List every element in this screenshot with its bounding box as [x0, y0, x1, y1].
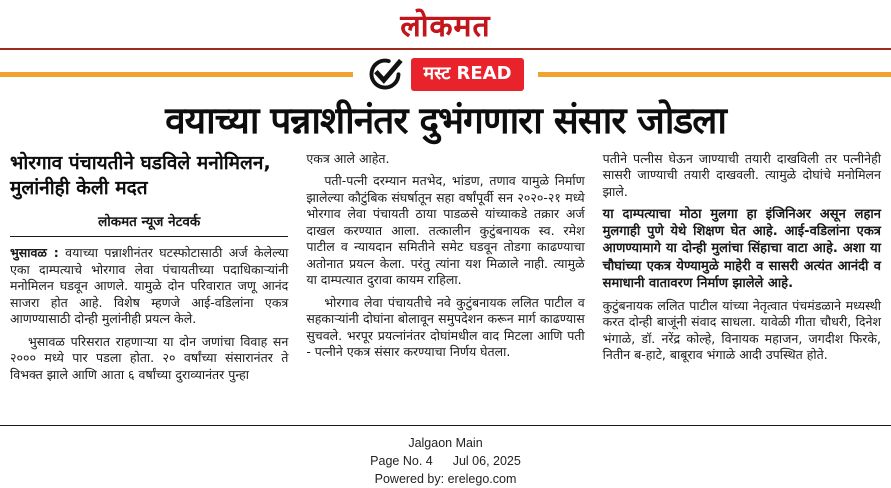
paragraph: एकत्र आले आहेत. [306, 150, 390, 166]
must-read-ribbon [0, 50, 891, 98]
footer-date: Jul 06, 2025 [452, 454, 521, 469]
column-3 [603, 151, 881, 423]
article-body [0, 147, 891, 423]
byline-divider [10, 236, 288, 238]
footer [0, 426, 891, 488]
footer-page-number: Page No. 4 [370, 454, 433, 469]
paragraph-text: वयाच्या पन्नाशीनंतर घटस्फोटासाठी अर्ज केलेल्या एका दाम्पत्याचे भोरगाव लेवा पंचायतीच्या पदाधिकाऱ्यांनी मनोमिलन घडवून आणले. यामुळे दोन परिवारात जणू आनंद साजरा होत आहे. विशेष म्हणजे आई-वडिलांना एकत्र आणण्यासाठी दोन्ही मुलांनीही प्रयत्न केले. [10, 245, 289, 327]
byline: लोकमत न्यूज नेटवर्क [98, 213, 201, 230]
masthead [0, 0, 891, 48]
column-2 [306, 151, 584, 423]
dateline: भुसावळ : [10, 245, 59, 261]
paragraph: कुटुंबनायक ललित पाटील यांच्या नेतृत्वात पंचमंडळाने मध्यस्थी करत दोन्ही बाजूंनी संवाद साधला. यावेळी गीता चौधरी, दिनेश भंगाळे, डॉ. नरेंद्र कोल्हे, विनायक महाजन, जगदीश फिरके, नितीन ब-हाटे, बाबूराव भंगाळे आदी उपस्थित होते. [602, 297, 881, 363]
column-1 [10, 151, 288, 423]
paragraph [10, 245, 288, 328]
check-circle-icon [367, 56, 403, 92]
footer-page-date [0, 452, 891, 470]
footer-powered-by: Powered by: erelego.com [374, 472, 517, 487]
must-read-badge: मस्ट READ [411, 58, 523, 91]
paragraph-bold: या दाम्पत्याचा मोठा मुलगा हा इंजिनिअर असून लहान मुलगाही पुणे येथे शिक्षण घेत आहे. आई-वडिलांना एकत्र आणण्यामागे या दोन्ही मुलांचा सिंहाचा वाटा आहे. अशा या चौघांच्या एकत्र येण्यामुळे माहेरी व सासरी अत्यंत आनंदी व समाधानी वातावरण निर्माण झालेले आहे. [602, 207, 881, 291]
paragraph: भोरगाव लेवा पंचायतीचे नवे कुटुंबनायक ललित पाटील व सहकाऱ्यांनी दोघांना बोलावून समुपदेशन करून मार्ग काढण्यास सुचवले. भरपूर प्रयत्नांनंतर दोघांमधील वाद मिटला आणि पती - पत्नीने एकत्र संसार करण्याचा निर्णय घेतला. [306, 294, 585, 360]
footer-edition: Jalgaon Main [408, 436, 483, 451]
paragraph: पतीने पत्नीस घेऊन जाण्याची तयारी दाखविली तर पत्नीनेही सासरी जाण्याची तयारी दाखवली. त्यामुळे दोघांचे मनोमिलन झाले. [602, 150, 881, 199]
paragraph: भुसावळ परिसरात राहणाऱ्या या दोन जणांचा विवाह सन २००० मध्ये पार पडला होता. २० वर्षांच्या संसारानंतर ते विभक्त झाले आणि आता ६ वर्षांच्या दुराव्यानंतर पुन्हा [10, 333, 289, 382]
article-headline: वयाच्या पन्नाशीनंतर दुभंगणारा संसार जोडला [165, 99, 726, 142]
ribbon-center [353, 56, 537, 92]
paragraph: पती-पत्नी दरम्यान मतभेद, भांडण, तणाव यामुळे निर्माण झालेल्या कौटुंबिक संघर्षातून सहा वर्षांपूर्वी सन २०२०-२१ मध्ये भोरगाव लेवा पंचायती ठाया पाडळसे यांच्याकडे तक्रार अर्ज दाखल करण्यात आला. तत्कालीन कुटुंबनायक स्व. रमेश पाटील व न्यायदान समितीने समेट घडवून तोडगा काढण्याचा अतोनात प्रयत्न केला. परंतु त्यांना यश मिळाले नाही. त्यामुळे या दाम्पत्यात दुरावा कायम राहिला. [306, 173, 585, 288]
lokmat-logo: लोकमत [400, 9, 491, 44]
article-subheadline: भोरगाव पंचायतीने घडविले मनोमिलन, मुलांनीही केली मदत [10, 151, 271, 200]
